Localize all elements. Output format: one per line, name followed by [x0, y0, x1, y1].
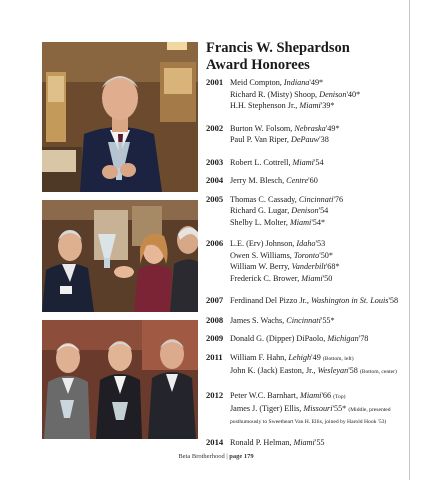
- honoree-entry: [230, 250, 406, 262]
- title-line-1: Francis W. Shepardson: [206, 40, 350, 56]
- honoree-name: John K. (Jack) Easton, Jr.,: [230, 366, 318, 375]
- honoree-names: [230, 352, 406, 379]
- honoree-year: 2003: [206, 156, 224, 167]
- honoree-year: 2001: [206, 77, 224, 87]
- honoree-class-year: '54*: [311, 217, 326, 227]
- honoree-year: 2008: [206, 314, 224, 325]
- honoree-name: Frederick C. Brower,: [230, 273, 302, 283]
- page-footer: [0, 453, 432, 461]
- honoree-name: Peter W.C. Barnhart,: [230, 390, 301, 400]
- footer-publication: Beta Brotherhood: [178, 453, 225, 460]
- honoree-school: Nebraska: [294, 123, 326, 133]
- honoree-school: Miami: [293, 438, 315, 447]
- honoree-names: [230, 295, 406, 307]
- honoree-name: Jerry M. Blesch,: [230, 176, 287, 185]
- honoree-name: Ferdinand Del Pizzo Jr.,: [230, 296, 311, 305]
- honoree-year-block: [206, 157, 406, 169]
- honoree-names: [230, 315, 406, 327]
- honoree-year-block: [206, 238, 406, 284]
- honoree-name: Shelby L. Molter,: [230, 217, 290, 227]
- honoree-entry: [230, 403, 406, 417]
- honoree-class-year: '60: [308, 176, 318, 185]
- photo-position-note: (Middle, presented: [348, 407, 391, 413]
- honoree-school: Miami: [292, 157, 314, 167]
- honoree-entry: [230, 295, 406, 307]
- photo-honoree-with-award: [42, 42, 198, 192]
- photo-award-presentation: [42, 200, 198, 312]
- honoree-name: Ronald P. Helman,: [230, 438, 294, 447]
- honoree-names: [230, 123, 406, 146]
- honoree-names: [230, 194, 406, 229]
- honoree-entry: [230, 437, 406, 449]
- honoree-entry: [230, 175, 406, 187]
- honoree-entry: [230, 333, 406, 345]
- honoree-year: 2002: [206, 122, 224, 133]
- honoree-year: 2007: [206, 295, 224, 305]
- honoree-year-block: [206, 390, 406, 429]
- honoree-entry: [230, 238, 406, 250]
- honoree-year-block: [206, 352, 406, 379]
- honoree-class-year: '53: [315, 239, 326, 248]
- honoree-entry: [230, 89, 406, 101]
- honoree-list: [206, 77, 406, 457]
- honoree-entry: [230, 352, 406, 366]
- photo-position-note: (Top): [333, 393, 346, 400]
- honoree-year-block: [206, 194, 406, 229]
- honoree-school: DePauw: [290, 135, 320, 144]
- honoree-entry: [230, 390, 406, 404]
- honoree-name: James J. (Tiger) Ellis,: [230, 404, 304, 413]
- honoree-school: Miami: [300, 390, 322, 400]
- honoree-class-year: '55*: [320, 315, 335, 325]
- honoree-names: [230, 333, 406, 345]
- honoree-school: Wesleyan: [317, 366, 349, 375]
- honoree-name: Richard R. (Misty) Shoop,: [230, 89, 320, 99]
- honoree-school: Miami: [301, 273, 323, 283]
- honoree-name: Owen S. Williams,: [230, 250, 294, 260]
- honoree-school: Denison: [319, 89, 347, 99]
- honoree-class-year: '58: [348, 366, 360, 375]
- honoree-class-year: '50*: [319, 250, 333, 260]
- honoree-entry: [230, 100, 406, 112]
- honoree-entry: [230, 417, 406, 429]
- honoree-year: 2014: [206, 437, 224, 447]
- honoree-name: Burton W. Folsom,: [230, 123, 295, 133]
- honoree-name: Robert L. Cottrell,: [230, 157, 293, 167]
- honoree-school: Centre: [286, 176, 309, 185]
- honoree-school: Lehigh: [288, 352, 312, 362]
- honoree-entry: [230, 205, 406, 217]
- honoree-name: William F. Hahn,: [230, 352, 289, 362]
- honoree-class-year: '55: [314, 438, 325, 447]
- footer-separator: |: [224, 453, 230, 460]
- honoree-names: [230, 437, 406, 449]
- honoree-class-year: '68*: [325, 262, 340, 271]
- honoree-entry: [230, 261, 406, 273]
- honoree-class-year: '78: [358, 334, 369, 343]
- title-line-2: Award Honorees: [206, 57, 310, 73]
- honoree-class-year: '54: [318, 206, 329, 215]
- honoree-names: [230, 390, 406, 429]
- honoree-year-block: [206, 123, 406, 146]
- honoree-names: [230, 157, 406, 169]
- honoree-school: Cincinnati: [298, 194, 334, 204]
- honoree-entry: [230, 157, 406, 169]
- honoree-school: Cincinnati: [286, 315, 321, 325]
- honoree-entry: [230, 77, 406, 89]
- honoree-name: William W. Berry,: [230, 262, 292, 271]
- honoree-name: Paul P. Van Riper,: [230, 135, 291, 144]
- honoree-year: 2011: [206, 351, 223, 362]
- honoree-year: 2009: [206, 333, 224, 343]
- honoree-entry: [230, 194, 406, 206]
- honoree-name: James S. Wachs,: [230, 315, 287, 325]
- honoree-entry: [230, 217, 406, 229]
- honoree-year: 2006: [206, 238, 224, 248]
- honoree-year-block: [206, 437, 406, 449]
- footer-page-number: page 179: [229, 453, 254, 460]
- honoree-class-year: '58: [388, 296, 399, 305]
- photo-three-honorees: [42, 320, 198, 439]
- honoree-name: Richard G. Lugar,: [230, 206, 292, 215]
- honoree-year: 2012: [206, 389, 224, 400]
- honoree-entry: [230, 123, 406, 135]
- honoree-class-year: '66: [321, 390, 334, 400]
- honoree-school: Indiana: [283, 78, 310, 87]
- honoree-class-year: '76: [333, 194, 344, 204]
- honoree-class-year: '49*: [309, 78, 324, 87]
- honoree-class-year: '50: [322, 273, 333, 283]
- honoree-year-block: [206, 315, 406, 327]
- page-title: [206, 40, 406, 74]
- honoree-class-year: '54: [313, 157, 324, 167]
- honoree-name: Donald G. (Dipper) DiPaolo,: [230, 334, 328, 343]
- honoree-names: [230, 175, 406, 187]
- honoree-class-year: '49: [311, 352, 323, 362]
- honoree-school: Vanderbilt: [291, 262, 326, 271]
- honoree-class-year: '39*: [320, 101, 335, 110]
- honoree-name: H.H. Stephenson Jr.,: [230, 101, 300, 110]
- honoree-entry: [230, 273, 406, 285]
- honoree-school: Missouri: [303, 404, 333, 413]
- photo-position-note: posthumously to Sweetheart Van H. Ellis, joined by Harold Hook '53): [230, 418, 387, 425]
- honoree-year-block: [206, 295, 406, 307]
- honoree-names: [230, 238, 406, 284]
- honoree-year-block: [206, 77, 406, 112]
- honoree-entry: [230, 365, 406, 379]
- honoree-year-block: [206, 333, 406, 345]
- honoree-school: Toronto: [293, 250, 320, 260]
- honoree-name: Thomas C. Cassady,: [230, 194, 299, 204]
- honoree-names: [230, 77, 406, 112]
- page-edge-rule: [409, 0, 410, 480]
- honoree-name: Meid Compton,: [230, 78, 284, 87]
- honoree-class-year: '55*: [332, 404, 349, 413]
- honoree-entry: [230, 315, 406, 327]
- honoree-school: Miami: [299, 101, 321, 110]
- honoree-school: Denison: [291, 206, 319, 215]
- honoree-year-block: [206, 175, 406, 187]
- honoree-year: 2005: [206, 193, 224, 204]
- honoree-class-year: '49*: [325, 123, 340, 133]
- honoree-school: Michigan: [327, 334, 359, 343]
- honoree-school: Washington in St. Louis: [310, 296, 389, 305]
- photo-position-note: (Bottom, left): [322, 355, 354, 362]
- honoree-entry: [230, 134, 406, 146]
- honoree-name: L.E. (Erv) Johnson,: [230, 239, 297, 248]
- honoree-year: 2004: [206, 175, 224, 185]
- honoree-class-year: '38: [319, 135, 329, 144]
- photo-position-note: (Bottom, center): [359, 369, 397, 375]
- honoree-class-year: '40*: [346, 89, 361, 99]
- honoree-school: Miami: [289, 217, 312, 227]
- honoree-school: Idaho: [296, 239, 316, 248]
